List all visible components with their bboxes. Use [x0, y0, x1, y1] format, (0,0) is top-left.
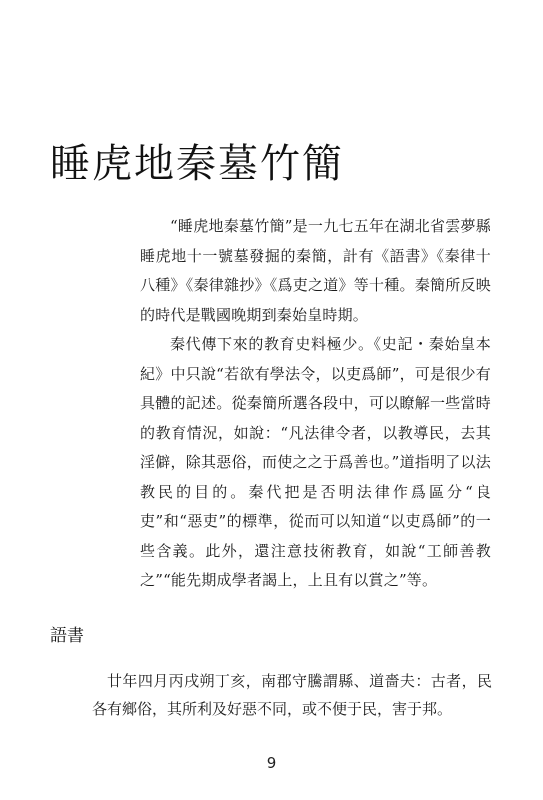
section-text [92, 667, 492, 723]
intro-text [140, 212, 491, 596]
page-number: 9 [266, 754, 277, 772]
chapter-title: 睡虎地秦墓竹簡 [50, 141, 344, 187]
intro-paragraph: “睡虎地秦墓竹簡”是一九七五年在湖北省雲夢縣睡虎地十一號墓發掘的秦簡，計有《語書》《秦律十八種》《秦律雜抄》《爲吏之道》等十種。秦簡所反映的時代是戰國晚期到秦始皇時期。 [140, 217, 491, 324]
intro-paragraph: 秦代傳下來的教育史料極少。《史記・秦始皇本紀》中只說“若欲有學法令，以吏爲師”，可是很少有具體的記述。從秦簡所選各段中，可以瞭解一些當時的教育情況，如說：“凡法律令者，以教導民，去其淫僻，除其惡俗，而使之之于爲善也。”道指明了以法教民的目的。秦代把是否明法律作爲區分“良吏”和“惡吏”的標準，從而可以知道“以吏爲師”的一些含義。此外，還注意技術教育，如說“工師善教之”“能先期成學者謁上，上且有以賞之”等。 [140, 335, 491, 589]
section-paragraph: 廿年四月丙戌朔丁亥，南郡守騰謂縣、道嗇夫：古者，民各有鄉俗，其所利及好惡不同，或不便于民，害于邦。 [92, 672, 492, 718]
section-heading: 語書 [50, 626, 84, 646]
